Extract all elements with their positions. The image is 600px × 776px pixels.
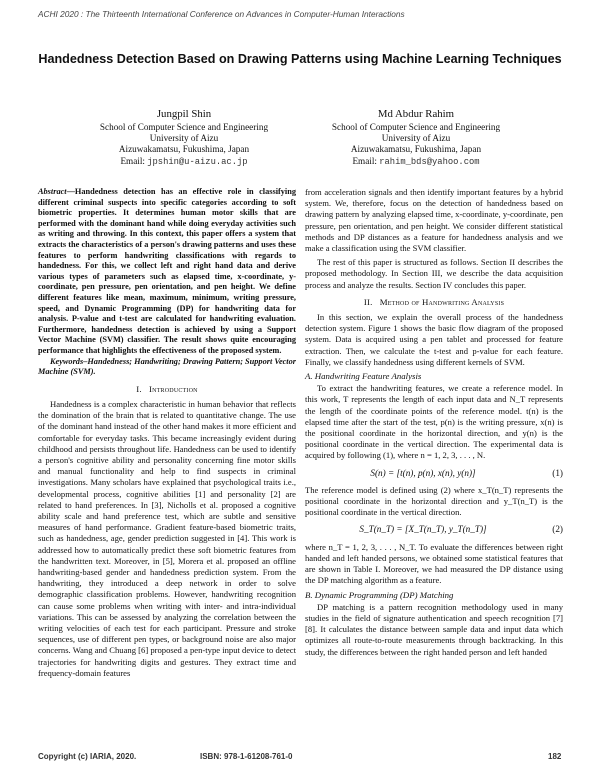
author-email bbox=[69, 156, 299, 168]
author-block-1 bbox=[69, 107, 299, 168]
feature-paragraph: To extract the handwriting features, we create a reference model. In this work, T represents the length of each input data and N_T represents the length of the coordinate points of the reference model. t(n) is the elapsed time after the start of the test, p(n) is the writing pressure, x(n) is the positional coordinate in the horizontal direction, and y(n) is the positional coordinate in the vertical direction. The experimental data is acquired by following (1), where n = 1, 2, 3, . . . , N. bbox=[305, 383, 563, 461]
equation-1 bbox=[305, 468, 563, 479]
subsection-heading-a: A. Handwriting Feature Analysis bbox=[305, 371, 422, 382]
email-address[interactable]: jpshin@u-aizu.ac.jp bbox=[147, 156, 248, 167]
equation-body: S(n) = [t(n), p(n), x(n), y(n)] bbox=[370, 467, 476, 478]
footer-page-number: 182 bbox=[548, 752, 562, 761]
author-block-2 bbox=[301, 107, 531, 168]
keywords-body: –Handedness; Handwriting; Drawing Pattern; Support Vector Machine (SVM). bbox=[38, 356, 296, 377]
dp-paragraph: DP matching is a pattern recognition methodology used in many studies in the field of signature authentication and speech recognition [7][8]. It calculates the distance between sample data and input data which optimizes all route-to-route measurements through backtracking. In this study, the differences between the right handed person and left handed bbox=[305, 601, 563, 657]
author-city: Aizuwakamatsu, Fukushima, Japan bbox=[118, 144, 250, 155]
keywords-lead: Keywords bbox=[50, 356, 84, 366]
email-label: Email: bbox=[120, 155, 145, 166]
section-heading-1 bbox=[38, 384, 296, 395]
section-number: I. bbox=[136, 383, 142, 394]
abstract-lead: Abstract bbox=[38, 187, 67, 196]
left-column bbox=[38, 187, 296, 679]
method-intro: In this section, we explain the overall process of the handedness detection system. Figure 1 shows the basic flow diagram of the proposed system. Data is acquired using a pen tablet and processed for feature extraction. Then, we calculate the t-test and p-value for each feature. Finally, we classify handedness using different kernels of SVM. bbox=[305, 312, 563, 367]
statistical-features-paragraph: where n_T = 1, 2, 3, . . . , N_T. To evaluate the differences between right handed and left handed persons, we obtained some statistical features that are shown in Table I. Moreover, we had measured the DP distance using the DP matching algorithm as a feature. bbox=[305, 541, 563, 586]
equation-number: (1) bbox=[552, 467, 563, 478]
paper-title: Handedness Detection Based on Drawing Patterns using Machine Learning Techniques bbox=[38, 52, 562, 66]
footer-copyright: Copyright (c) IARIA, 2020. bbox=[38, 752, 137, 761]
right-column bbox=[305, 187, 563, 658]
section-heading-2 bbox=[305, 297, 563, 308]
author-name: Jungpil Shin bbox=[156, 108, 212, 120]
email-address[interactable]: rahim_bds@yahoo.com bbox=[379, 156, 480, 167]
reference-model-paragraph: The reference model is defined using (2) where x_T(n_T) represents the positional coordinate in the horizontal direction and y_T(n_T) is the positional coordinate in the vertical direction. bbox=[305, 484, 563, 518]
author-dept: School of Computer Science and Engineering bbox=[331, 122, 501, 132]
subsection-heading-b: B. Dynamic Programming (DP) Matching bbox=[305, 589, 454, 600]
abstract-body: —Handedness detection has an effective role in classifying different criminal suspects into specific categories according to soft biometric properties. It determines human motor skills that are performed with the dominant hand while doing everyday activities such as writing and throwing. In this context, this paper offers a system that extracts the characteristics of a person's drawing patterns and uses these features to perform handwriting classifications with regards to handedness. For this, we collect left and right hand data and derive various types of parameters such as elapsed time, x-coordinate, y-coordinate, pen pressure, pen orientation, and pen height. We define different features like mean, maximum, minimum, writing pressure, speed, and Dynamic Programming (DP) for handwriting data for analysis. P-value and t-test are calculated for handwriting evaluation. Furthermore, handedness detection is achieved by using a Support Vector Machine (SVM) classifier. The result shows quite encouraging performance that highlights the effectiveness of the proposed system. bbox=[38, 187, 296, 355]
author-dept: School of Computer Science and Engineering bbox=[99, 122, 269, 132]
structure-paragraph: The rest of this paper is structured as follows. Section II describes the proposed methodology. In Section III, we describe the data acquisition process and analyze the results. Section IV concludes this paper. bbox=[305, 257, 563, 290]
author-name: Md Abdur Rahim bbox=[377, 108, 455, 120]
author-email bbox=[301, 156, 531, 168]
author-univ: University of Aizu bbox=[149, 133, 219, 144]
section-title: Introduction bbox=[149, 383, 198, 394]
keywords bbox=[38, 357, 296, 378]
abstract bbox=[38, 187, 296, 357]
intro-continued: from acceleration signals and then identify important features by a hybrid system. We, therefore, focus on the detection of handedness based on drawing pattern by analyzing elapsed time, x-coordinate, y-coordinate, pen pressure, pen orientation, and pen height. We consider different statistical methods and DP distances as a feature for handedness analysis and we make a classification using the SVM classifier. bbox=[305, 187, 563, 254]
equation-body: S_T(n_T) = [X_T(n_T), y_T(n_T)] bbox=[359, 524, 487, 535]
author-city: Aizuwakamatsu, Fukushima, Japan bbox=[350, 144, 482, 155]
author-univ: University of Aizu bbox=[381, 133, 451, 144]
equation-number: (2) bbox=[552, 524, 563, 535]
conference-header: ACHI 2020 : The Thirteenth International Conference on Advances in Computer-Human Interactions bbox=[38, 9, 405, 19]
equation-2 bbox=[305, 524, 563, 535]
email-label: Email: bbox=[352, 155, 377, 166]
section-title: Method of Handwriting Analysis bbox=[379, 296, 505, 307]
intro-paragraph: Handedness is a complex characteristic in human behavior that reflects the domination of the brain that is related to quantitative change. The use of the dominant hand instead of the other hand makes it more efficient and comfortable for everyday tasks. This became increasingly evident during childhood and persists throughout life. Handedness can be used to identify a person's cognitive ability and personality concerning fine motor skills and manual functionality and help to find suspects in criminal investigations. Many scholars have explained that psychological traits i.e., developmental process, cognitive abilities [1] and personality [2] are related to hand preferences. In [3], Nicholls et al. proposed a cognitive ability scale and hand preference test, which are subtle and sensitive measures of hand performance. Gradient feature-based biometric traits, such as handedness, age, gender prediction suggested in [4]. This work is addressed how to automatically predict these soft biometric features from the handwritten text. Moreover, in [5], Morera et al. proposed an offline handwriting-based gender and handedness prediction system. From the handwriting, they introduced a deep network in order to solve demographic classification problems. However, handwriting recognition can cause some problems when writing with inter- and intra-individual variations. This can be assessed by analyzing the correlation between the writing velocities of each test for each participant. Pressure and stroke sequences, use of different pen types, or background noise are also major concerns. Wang and Chuang [6] proposed a pen-type input device to detect trajectories for handwriting digits and gestures. They extract time and frequency-domain features bbox=[38, 398, 296, 678]
footer-isbn: ISBN: 978-1-61208-761-0 bbox=[200, 752, 293, 761]
section-number: II. bbox=[363, 296, 373, 307]
